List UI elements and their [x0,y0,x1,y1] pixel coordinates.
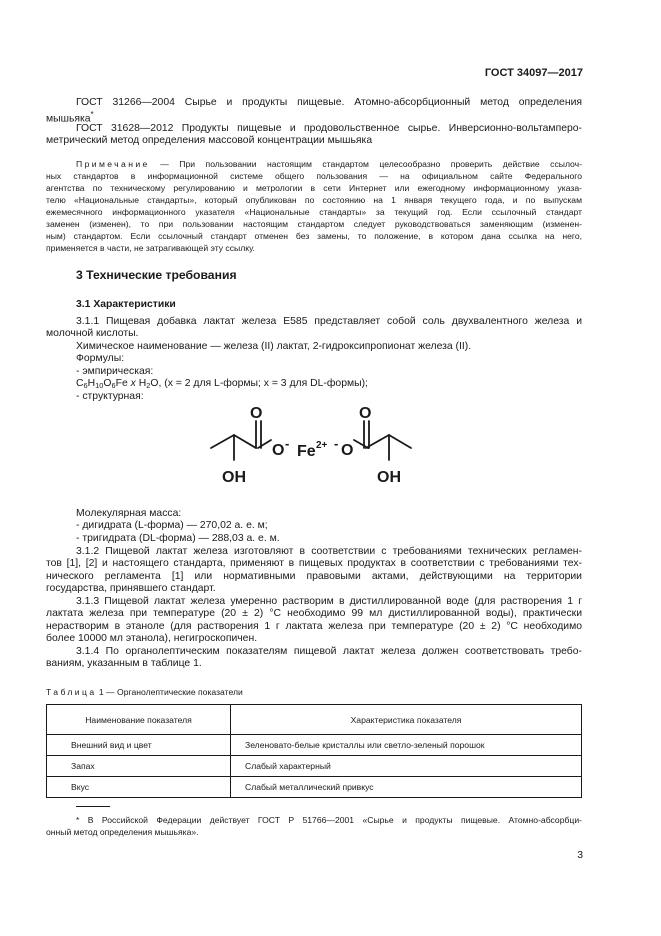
note-label: Примечание [76,159,150,169]
molecular-mass-label: Молекулярная масса: [76,508,182,519]
molecular-mass-dihydrate: - дигидрата (L-форма) — 270,02 а. е. м; [76,520,268,531]
oxygen-anion-right: O [341,442,354,459]
note-line-8: применяется в части, не затрагивающей эту ссылку. [46,243,255,253]
section-3-heading: 3 Технические требования [76,268,237,282]
note-line-3: агентства по техническому регулированию и метрологии в сети Интернет или ежегодному информационному указа- [46,183,582,193]
para-3-1-2-line1: 3.1.2 Пищевой лактат железа изготовляют в соответствии с требованиями технических регламен- [76,546,582,557]
iron-ion: Fe [297,443,316,460]
formula-o-sub: 6 [111,381,116,390]
note-line-5: ежемесячного информационного указателя «Национальные стандарты» за текущий год. Если ссылочный стандарт [46,207,582,217]
formulas-label: Формулы: [76,353,125,364]
chemical-name: Химическое наименование — железа (II) лактат, 2-гидроксипропионат железа (II). [76,341,472,352]
charge-minus-right: - [334,436,339,451]
bond [354,440,368,448]
table-row [47,777,582,798]
formula-note: , (x = 2 для L-формы; x = 3 для DL-формы); [158,378,368,389]
document-number: ГОСТ 34097—2017 [484,67,583,79]
para-3-1-2-line3: нического регламента [1] или нормативными правовыми актами, действующими на территории [46,571,582,582]
table-cell: Вкус [47,777,231,798]
oxygen-top-right: O [359,405,372,422]
para-3-1-3-line4: более 10000 мл этанола), негигроскопичен. [46,633,258,644]
note-line-2: ных стандартов в информационной системе общего пользования — на официальном сайте Федерального [46,171,582,181]
bond [389,435,411,448]
oxygen-anion-left: O [272,442,285,459]
reference-gost-31628-line1: ГОСТ 31628—2012 Продукты пищевые и продовольственное сырье. Инверсионно-вольтамперо- [76,123,582,134]
note-line-6: заменен (изменен), то при пользовании настоящим стандартом следует руководствоваться заменяющим (изменен- [46,219,582,229]
table-header-row [47,705,582,735]
formula-water-o: O [150,378,159,389]
para-3-1-1-line2: молочной кислоты. [46,328,139,339]
table-row [47,735,582,756]
iron-charge: 2+ [316,440,328,451]
formula-c: C [76,378,84,389]
table-cell: Слабый характерный [231,756,582,777]
table-header-cell: Характеристика показателя [231,705,582,735]
note-line-7: ным) стандартом. Если ссылочный стандарт отменен без замены, то положение, в котором дана ссылка на него, [46,231,582,241]
para-3-1-2-line4: государства, принявшего стандарт. [46,583,216,594]
para-3-1-3-line3: нерастворим в этаноле (для растворения 1 г лактата железа при температуре (20 ± 2) °С необходимо [46,621,582,632]
formula-o: O [103,378,112,389]
formula-water-sub: 2 [146,381,151,390]
section-3-1-heading: 3.1 Характеристики [76,299,176,310]
table-cell: Слабый металлический привкус [231,777,582,798]
para-3-1-3-line1: 3.1.3 Пищевой лактат железа умеренно растворим в дистиллированной воде (для растворения 1 г [76,596,582,607]
structural-formula [200,378,430,490]
charge-minus-left: - [285,436,290,451]
reference-text: мышьяка [46,113,91,125]
table-cell: Внешний вид и цвет [47,735,231,756]
page-number: 3 [577,850,583,861]
para-3-1-1-line1: 3.1.1 Пищевая добавка лактат железа Е585 представляет собой соль двухвалентного железа и [76,316,582,327]
note-line-1 [76,159,582,170]
organoleptic-table [46,704,582,798]
hydroxyl-right: OH [377,469,401,486]
formula-fe: Fe [115,378,128,389]
oxygen-top-left: O [250,405,263,422]
formula-x: x [130,378,136,389]
footnote-line1: * В Российской Федерации действует ГОСТ Р 51766—2001 «Сырье и продукты пищевые. Атомно-абсорбци- [76,815,582,825]
note-line-4: телю «Национальные стандарты», который опубликован по состоянию на 1 января текущего года, и по выпускам [46,195,582,205]
footnote-line2: онный метод определения мышьяка». [46,827,199,837]
footnote-separator [76,806,110,807]
formula-c-sub: 6 [83,381,88,390]
reference-gost-31628-line2: метрический метод определения массовой концентрации мышьяка [46,135,373,146]
hydroxyl-left: OH [222,469,246,486]
formula-h: H [87,378,96,389]
table-caption-label: Таблица [46,687,97,697]
bond [234,435,256,448]
reference-gost-31266-line1: ГОСТ 31266—2004 Сырье и продукты пищевые. Атомно-абсорбционный метод определения [76,97,582,108]
bond [258,440,271,448]
formula-h-sub: 10 [95,381,104,390]
note-text: — При пользовании настоящим стандартом целесообразно проверить действие ссылоч- [160,159,582,169]
para-3-1-4-line1: 3.1.4 По органолептическим показателям пищевой лактат железа должен соответствовать требо- [76,646,582,657]
structural-label: - структурная: [76,391,144,402]
molecular-mass-trihydrate: - тригидрата (DL-форма) — 288,03 а. е. м. [76,533,280,544]
formula-water-h: H [138,378,147,389]
table-caption [46,687,243,698]
para-3-1-3-line2: лактата железа при температуре (20 ± 2) °С необходимо 99 мл дистиллированной воды), практически [46,608,582,619]
table-caption-title: 1 — Органолептические показатели [98,687,243,697]
table-cell: Запах [47,756,231,777]
table-row [47,756,582,777]
empirical-label: - эмпирическая: [76,366,154,377]
footnote-marker: * [90,110,94,119]
bond [211,435,234,448]
para-3-1-4-line2: ваниям, указанным в таблице 1. [46,658,202,669]
para-3-1-2-line2: тов [1], [2] и настоящего стандарта, применяют в пищевых продуктах в соответствии с требованиями тех- [46,558,582,569]
table-header-cell: Наименование показателя [47,705,231,735]
table-cell: Зеленовато-белые кристаллы или светло-зеленый порошок [231,735,582,756]
